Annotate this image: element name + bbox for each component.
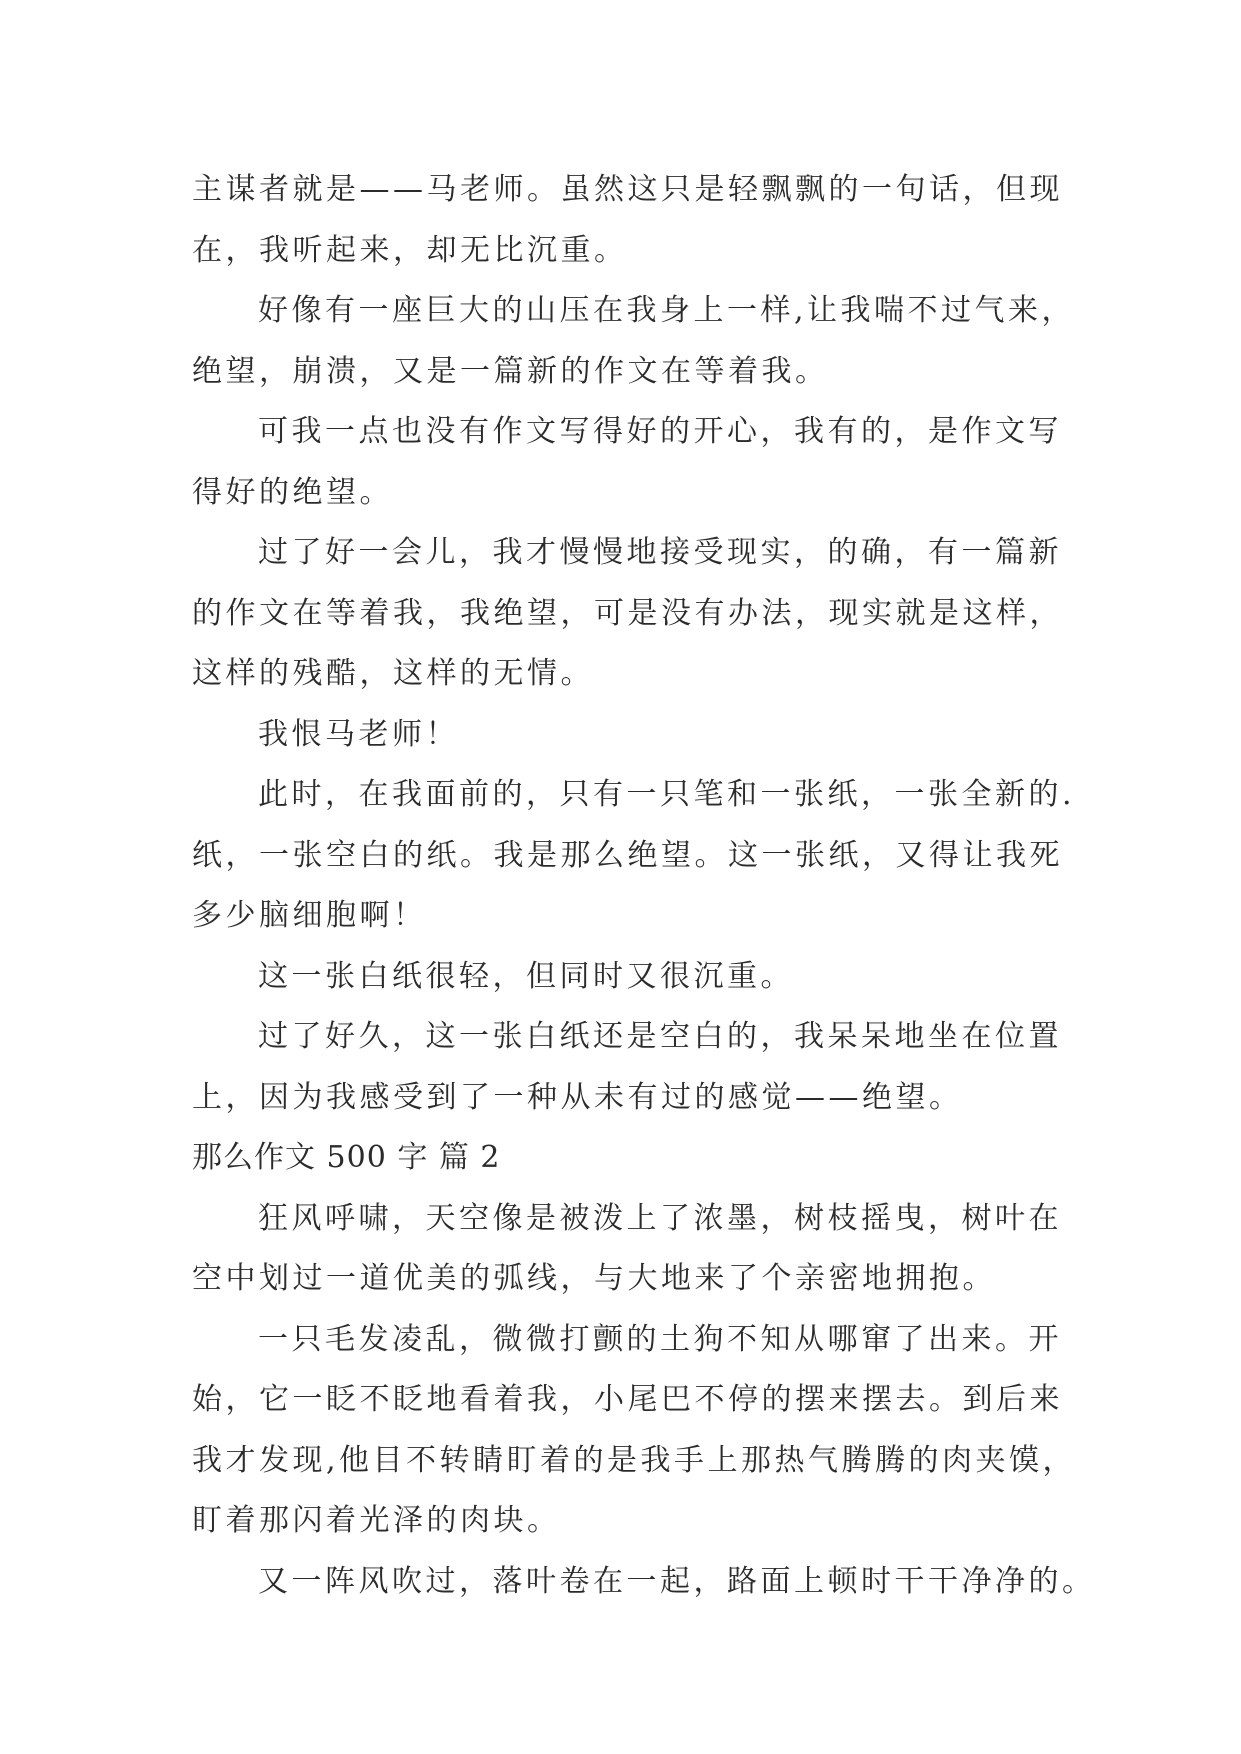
document-body [192, 160, 1096, 1612]
text-line: 这一张白纸很轻，但同时又很沉重。 [258, 958, 794, 994]
text-line: 好像有一座巨大的山压在我身上一样,让我喘不过气来， [258, 293, 1076, 328]
text-line: 此时，在我面前的，只有一只笔和一张纸，一张全新的. [258, 777, 1076, 812]
text-line: 这样的残酷，这样的无情。 [192, 656, 594, 691]
text-line: 可我一点也没有作文写得好的开心，我有的，是作文写 [258, 414, 1062, 449]
text-line: 我才发现,他目不转睛盯着的是我手上那热气腾腾的肉夹馍， [192, 1442, 1077, 1478]
text-line: 上，因为我感受到了一种从未有过的感觉——绝望。 [192, 1079, 963, 1115]
text-line: 在，我听起来，却无比沉重。 [192, 232, 628, 268]
text-line: 空中划过一道优美的弧线，与大地来了个亲密地拥抱。 [192, 1261, 996, 1296]
text-line: 得好的绝望。 [192, 474, 393, 510]
text-line: 纸，一张空白的纸。我是那么绝望。这一张纸，又得让我死 [192, 837, 1063, 873]
text-line: 盯着那闪着光泽的肉块。 [192, 1503, 561, 1538]
text-line: 始，它一眨不眨地看着我，小尾巴不停的摆来摆去。到后来 [192, 1382, 1063, 1417]
text-line: 我恨马老师！ [258, 716, 459, 752]
section-heading: 那么作文 500 字 篇 2 [192, 1140, 501, 1175]
text-line: 一只毛发凌乱，微微打颤的土狗不知从哪窜了出来。开 [258, 1321, 1062, 1357]
text-line: 过了好久，这一张白纸还是空白的，我呆呆地坐在位置 [258, 1019, 1062, 1054]
text-line: 又一阵风吹过，落叶卷在一起，路面上顿时干干净净的。 [258, 1563, 1096, 1599]
text-line: 的作文在等着我，我绝望，可是没有办法，现实就是这样， [192, 595, 1063, 631]
text-line: 狂风呼啸，天空像是被泼上了浓墨，树枝摇曳，树叶在 [258, 1200, 1062, 1236]
text-line: 过了好一会儿，我才慢慢地接受现实，的确，有一篇新 [258, 535, 1062, 570]
text-line: 多少脑细胞啊！ [192, 898, 427, 933]
text-line: 绝望，崩溃，又是一篇新的作文在等着我。 [192, 353, 829, 389]
text-line: 主谋者就是——马老师。虽然这只是轻飘飘的一句话，但现 [192, 172, 1063, 207]
